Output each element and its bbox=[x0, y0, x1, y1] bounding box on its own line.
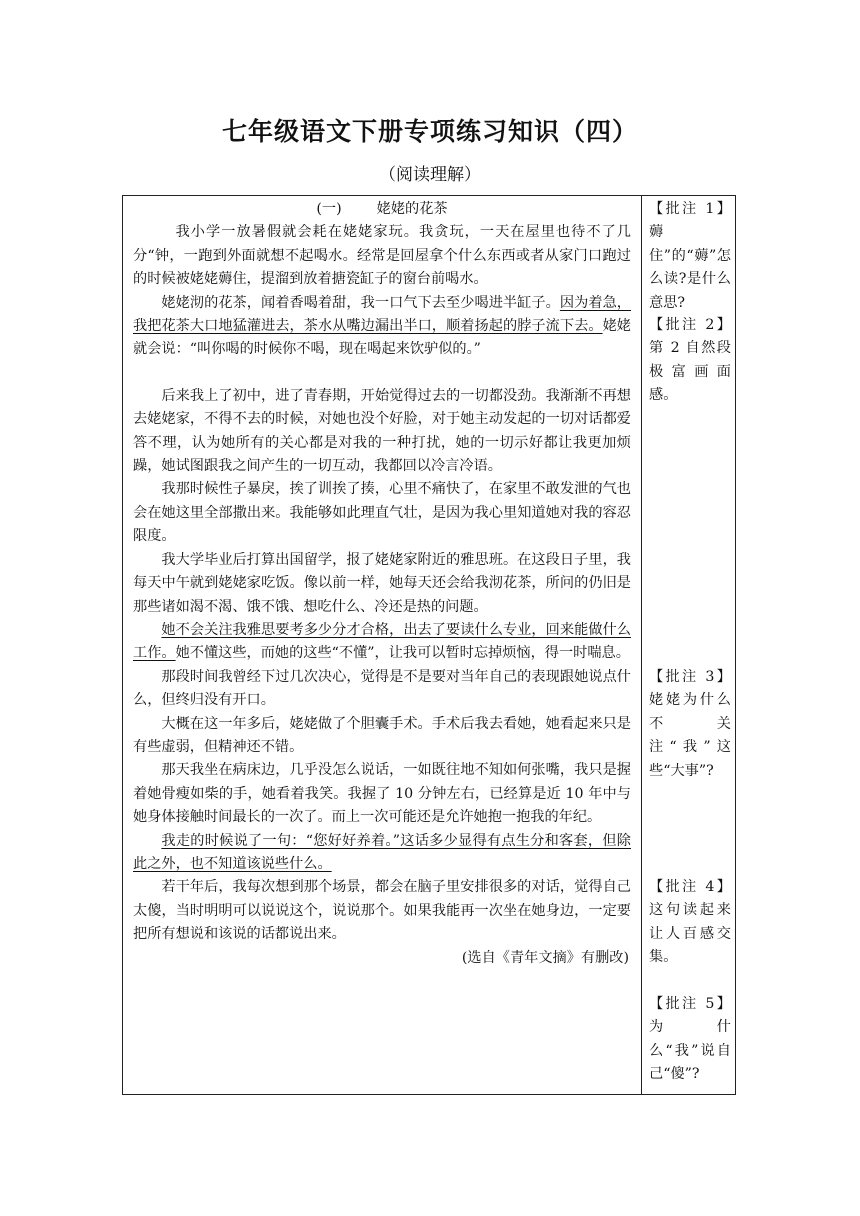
article-column bbox=[123, 196, 641, 970]
paragraph-6-text: 她不懂这些，而她的这些“不懂”，让我可以暂时忘掉烦恼，得一时喘息。 bbox=[175, 645, 630, 662]
underlined-sentence-2: 她不会关注我雅思要考多少分才合格，出去了要读什么专业，回来能做什么工作。 bbox=[133, 621, 631, 662]
annotation-4: 【批注 4】这句读起来让人百感交集。 bbox=[649, 879, 731, 966]
paragraph-2-text-b: 姥姥就会说：“叫你喝的时候你不喝，现在喝起来饮驴似的。” bbox=[133, 318, 631, 358]
paragraph-3: 后来我上了初中，进了青春期，开始觉得过去的一切都没劲。我渐渐不再想去姥姥家，不得不去的时候，对她也没个好脸，对于她主动发起的一切对话都爱答不理，认为她所有的关心都是对我的一种打扰，她的一切示好都让我更加烦躁，她试图跟我之间产生的一切互动，我都回以冷言冷语。 bbox=[133, 387, 631, 475]
paragraph-8: 大概在这一年多后，姥姥做了个胆囊手术。手术后我去看她，她看起来只是有些虚弱，但精神还不错。 bbox=[133, 715, 631, 755]
article-title: 姥姥的花茶 bbox=[376, 201, 448, 217]
paragraph-1: 我小学一放暑假就会耗在姥姥家玩。我贪玩，一天在屋里也待不了几分“钟，一跑到外面就想不起喝水。经常是回屋拿个什么东西或者从家门口跑过的时候被姥姥薅住，提溜到放着搪瓷缸子的窗台前喝水。 bbox=[133, 224, 631, 288]
document-subtitle: （阅读理解） bbox=[379, 165, 481, 185]
paragraph-4: 我那时候性子暴戾，挨了训挨了揍，心里不痛快了，在家里不敢发泄的气也会在她这里全部撒出来。我能够如此理直气壮，是因为我心里知道她对我的容忍限度。 bbox=[133, 481, 631, 545]
paragraph-2 bbox=[133, 292, 631, 362]
document-title: 七年级语文下册专项练习知识（四） bbox=[221, 117, 638, 146]
underlined-sentence-3: 我走的时候说了一句：“您好好养着。”这话多少显得有点生分和客套，但除此之外，也不知道该说些什么。 bbox=[133, 832, 631, 872]
paragraph-9: 那天我坐在病床边，几乎没怎么说话，一如既往地不知如何张嘴，我只是握着她骨瘦如柴的手，她看着我笑。我握了 10 分钟左右，已经算是近 10 年中与她身体接触时间最长的一次了。而上一次可能还是允许她抱一抱我的年纪。 bbox=[133, 762, 631, 826]
annotation-5: 【批注 5】为什么“我”说自己“傻”? bbox=[649, 996, 731, 1083]
paragraph-2-text-a: 姥姥沏的花茶，闻着香喝着甜，我一口气下去至少喝进半缸子。 bbox=[161, 294, 560, 311]
annotation-1: 【批注 1】薅住”的“薅”怎么读?是什么意思? bbox=[649, 201, 731, 311]
underlined-sentence-1: 因为着急，我把花茶大口地猛灌进去，茶水从嘴边漏出半口，顺着扬起的脖子流下去。 bbox=[133, 294, 631, 335]
paragraph-6 bbox=[133, 619, 631, 666]
article-source: (选自《青年文摘》有删改) bbox=[461, 949, 629, 966]
paragraph-7: 那段时间我曾经下过几次决心，觉得是不是要对当年自己的表现跟她说点什么，但终归没有开口。 bbox=[133, 668, 631, 709]
annotation-column bbox=[642, 196, 737, 1094]
paragraph-11: 若干年后，我每次想到那个场景，都会在脑子里安排很多的对话，觉得自己太傻，当时明明可以说说这个，说说那个。如果我能再一次坐在她身边，一定要把所有想说和该说的话都说出来。 bbox=[133, 879, 631, 943]
paragraph-5: 我大学毕业后打算出国留学，报了姥姥家附近的雅思班。在这段日子里，我每天中午就到姥姥家吃饭。像以前一样，她每天还会给我沏花茶，所问的仍旧是那些诸如渴不渴、饿不饿、想吃什么、冷还是热的问题。 bbox=[133, 551, 631, 615]
article-heading bbox=[133, 198, 631, 221]
annotation-2: 【批注 2】第 2 自然段极富画面感。 bbox=[649, 317, 731, 404]
paragraph-gap bbox=[133, 362, 631, 385]
section-number: (一) bbox=[316, 201, 342, 217]
paragraph-10 bbox=[133, 830, 631, 877]
reading-table bbox=[122, 195, 736, 1095]
annotation-3: 【批注 3】姥姥为什么不关注“我”这些“大事”? bbox=[649, 669, 731, 779]
